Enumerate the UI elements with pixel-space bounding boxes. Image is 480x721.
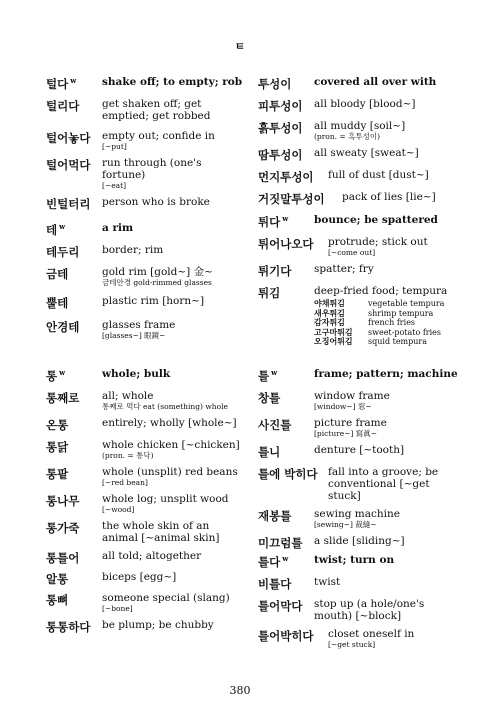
definition-note: [picture~] 寫眞~	[314, 429, 378, 438]
definition-note: [window~] 窓~	[314, 402, 372, 411]
headword: 투성이	[258, 77, 292, 91]
definition-note: [~eat]	[102, 181, 127, 190]
definition: biceps [egg~]	[102, 571, 177, 583]
keyword: 테두리	[46, 245, 80, 259]
keyword: 온통	[46, 418, 69, 432]
definition: picture frame	[314, 417, 387, 429]
definition: deep-fried food; tempura	[314, 285, 448, 297]
headword-gloss: covered all over with	[314, 76, 437, 88]
list-item	[258, 598, 458, 622]
definition: pack of lies [lie~]	[342, 191, 436, 203]
definition-note: 통째로 먹다 eat (something) whole	[102, 402, 228, 411]
definition: shrimp tempura	[368, 308, 434, 318]
keyword: 창틀	[258, 391, 281, 405]
keyword: 비틀다	[258, 577, 292, 591]
definition: glasses frame	[102, 319, 176, 331]
definition-note: [~bone]	[102, 604, 133, 613]
definition: stop up (a hole/one's mouth) [~block]	[314, 598, 425, 622]
definition-note: (pron. = 통닥)	[102, 451, 154, 460]
page-header-letter: ㅌ	[234, 40, 246, 53]
definition: whole (unsplit) red beans	[102, 466, 238, 478]
entry-group-tong	[46, 368, 246, 635]
entry-group-teolda	[46, 76, 246, 212]
keyword: 감자튀김	[314, 317, 345, 327]
keyword: 고구마튀김	[314, 326, 353, 337]
definition: fall into a groove; be conventional [~get stuck]	[328, 466, 439, 502]
list-item	[258, 98, 458, 114]
headword-gloss: shake off; to empty; rob	[102, 76, 243, 88]
definition: spatter; fry	[314, 263, 374, 275]
list-item	[46, 439, 246, 460]
entry-group-tuseongi	[258, 76, 458, 207]
keyword: 통통하다	[46, 620, 91, 634]
keyword: 안경테	[46, 320, 80, 334]
definition: run through (one's fortune)	[102, 157, 202, 181]
list-item	[258, 191, 458, 207]
definition: empty out; confide in	[102, 130, 215, 142]
definition-note: [~get stuck]	[328, 640, 376, 649]
keyword: 땀투성이	[258, 148, 303, 162]
definition-note: [glasses~] 眼鏡~	[102, 331, 166, 340]
keyword: 피투성이	[258, 99, 303, 113]
keyword: 오징어튀김	[314, 336, 353, 346]
keyword: 털어먹다	[46, 158, 91, 172]
word-mark: w	[282, 214, 289, 224]
list-item	[46, 157, 246, 190]
keyword: 통틀어	[46, 551, 80, 565]
definition: twist	[314, 576, 341, 588]
definition: someone special (slang)	[102, 592, 230, 604]
list-item	[46, 550, 246, 566]
definition: a slide [sliding~]	[314, 535, 405, 547]
list-item	[258, 285, 458, 347]
list-item	[46, 244, 246, 260]
word-mark: w	[59, 368, 66, 378]
definition-note: [~red bean]	[102, 478, 148, 487]
keyword: 뿔테	[46, 296, 69, 310]
headword: 틀다	[258, 555, 281, 569]
word-mark: w	[70, 76, 77, 86]
list-item	[46, 493, 246, 514]
definition: all sweaty [sweat~]	[314, 147, 419, 159]
definition: get shaken off; get emptied; get robbed	[102, 98, 211, 122]
keyword: 새우튀김	[314, 307, 345, 318]
list-item	[258, 444, 458, 460]
definition-note: 금테안경 gold-rimmed glasses	[102, 278, 212, 287]
list-item	[258, 263, 458, 279]
group-heading	[258, 76, 458, 92]
keyword: 야채튀김	[314, 298, 345, 308]
headword: 튀다	[258, 215, 281, 229]
keyword: 거짓말투성이	[258, 192, 325, 206]
keyword: 흙투성이	[258, 121, 303, 135]
definition: protrude; stick out	[328, 236, 428, 248]
definition-note: [~come out]	[328, 248, 376, 257]
headword: 틀	[258, 369, 270, 383]
keyword: 털어놓다	[46, 131, 91, 145]
definition: all bloody [blood~]	[314, 98, 416, 110]
definition: sewing machine	[314, 508, 400, 520]
list-item	[46, 417, 246, 433]
entry-group-teul	[258, 368, 458, 551]
list-item	[46, 266, 246, 287]
group-heading	[46, 222, 246, 238]
keyword: 틀어박히다	[258, 629, 314, 643]
word-mark: w	[282, 554, 289, 564]
list-item	[46, 295, 246, 311]
keyword: 틀에 박히다	[258, 467, 318, 481]
headword: 테	[46, 223, 58, 237]
definition: vegetable tempura	[368, 299, 445, 308]
definition-note: [sewing~] 裁縫~	[314, 520, 377, 529]
list-item	[258, 466, 458, 502]
keyword: 털리다	[46, 99, 80, 113]
entry-group-teulda	[258, 554, 458, 649]
definition: closet oneself in	[328, 628, 415, 640]
keyword: 틀어막다	[258, 599, 303, 613]
definition: denture [~tooth]	[314, 444, 405, 456]
list-item	[258, 236, 458, 257]
definition: all muddy [soil~]	[314, 120, 406, 132]
list-item	[46, 520, 246, 544]
keyword: 금테	[46, 267, 69, 281]
definition: entirely; wholly [whole~]	[102, 417, 237, 429]
word-mark: w	[59, 222, 66, 232]
list-item	[314, 337, 458, 347]
list-item	[46, 98, 246, 122]
definition: squid tempura	[368, 337, 428, 346]
list-item	[46, 619, 246, 635]
keyword: 사진틀	[258, 418, 292, 432]
keyword: 미끄럼틀	[258, 536, 303, 550]
keyword: 먼지투성이	[258, 170, 314, 184]
list-item	[46, 592, 246, 613]
headword-gloss: twist; turn on	[314, 554, 395, 566]
page-number: 380	[229, 684, 251, 697]
keyword: 튀김	[258, 286, 281, 300]
definition: be plump; be chubby	[102, 619, 214, 631]
list-item	[258, 169, 458, 185]
headword-gloss: bounce; be spattered	[314, 214, 438, 226]
keyword: 알통	[46, 572, 69, 586]
list-item	[46, 196, 246, 212]
keyword: 통뼈	[46, 593, 69, 607]
keyword: 재봉틀	[258, 509, 292, 523]
group-heading	[258, 368, 458, 384]
list-item	[258, 576, 458, 592]
keyword: 튀기다	[258, 264, 292, 278]
headword: 털다	[46, 77, 69, 91]
definition: all told; altogether	[102, 550, 202, 562]
keyword: 빈털터리	[46, 197, 91, 211]
definition-note: (pron. = 흑투성이)	[314, 132, 380, 141]
group-heading	[258, 214, 458, 230]
list-item	[46, 390, 246, 411]
headword: 통	[46, 369, 58, 383]
list-item	[258, 147, 458, 163]
definition: full of dust [dust~]	[328, 169, 429, 181]
definition-note: [~put]	[102, 142, 127, 151]
definition: all; whole	[102, 390, 154, 402]
definition: whole log; unsplit wood	[102, 493, 229, 505]
group-heading	[46, 76, 246, 92]
list-item	[258, 628, 458, 649]
entry-group-twida	[258, 214, 458, 347]
list-item	[258, 390, 458, 411]
definition: whole chicken [~chicken]	[102, 439, 240, 451]
definition: plastic rim [horn~]	[102, 295, 205, 307]
list-item	[46, 319, 246, 340]
keyword: 통팥	[46, 467, 69, 481]
keyword: 틀니	[258, 445, 281, 459]
entry-group-te	[46, 222, 246, 340]
list-item	[258, 120, 458, 141]
group-heading	[258, 554, 458, 570]
group-heading	[46, 368, 246, 384]
headword-gloss: a rim	[102, 222, 134, 234]
keyword: 통닭	[46, 440, 69, 454]
definition: border; rim	[102, 244, 164, 256]
list-item	[258, 535, 458, 551]
keyword: 통가죽	[46, 521, 80, 535]
list-item	[46, 466, 246, 487]
keyword: 통나무	[46, 494, 80, 508]
definition: french fries	[368, 318, 416, 327]
keyword: 튀어나오다	[258, 237, 314, 251]
list-item	[258, 417, 458, 438]
definition: person who is broke	[102, 196, 210, 208]
definition: sweet-potato fries	[368, 327, 442, 337]
list-item	[46, 571, 246, 587]
keyword: 통째로	[46, 391, 80, 405]
list-item	[258, 508, 458, 529]
definition: gold rim [gold~] 金~	[102, 266, 213, 278]
list-item	[46, 130, 246, 151]
definition: window frame	[314, 390, 390, 402]
headword-gloss: frame; pattern; machine	[314, 368, 458, 380]
tempura-list	[314, 299, 458, 347]
definition-note: [~wood]	[102, 505, 135, 514]
word-mark: w	[271, 368, 278, 378]
headword-gloss: whole; bulk	[102, 368, 171, 380]
definition: the whole skin of an animal [~animal skin]	[102, 520, 220, 544]
